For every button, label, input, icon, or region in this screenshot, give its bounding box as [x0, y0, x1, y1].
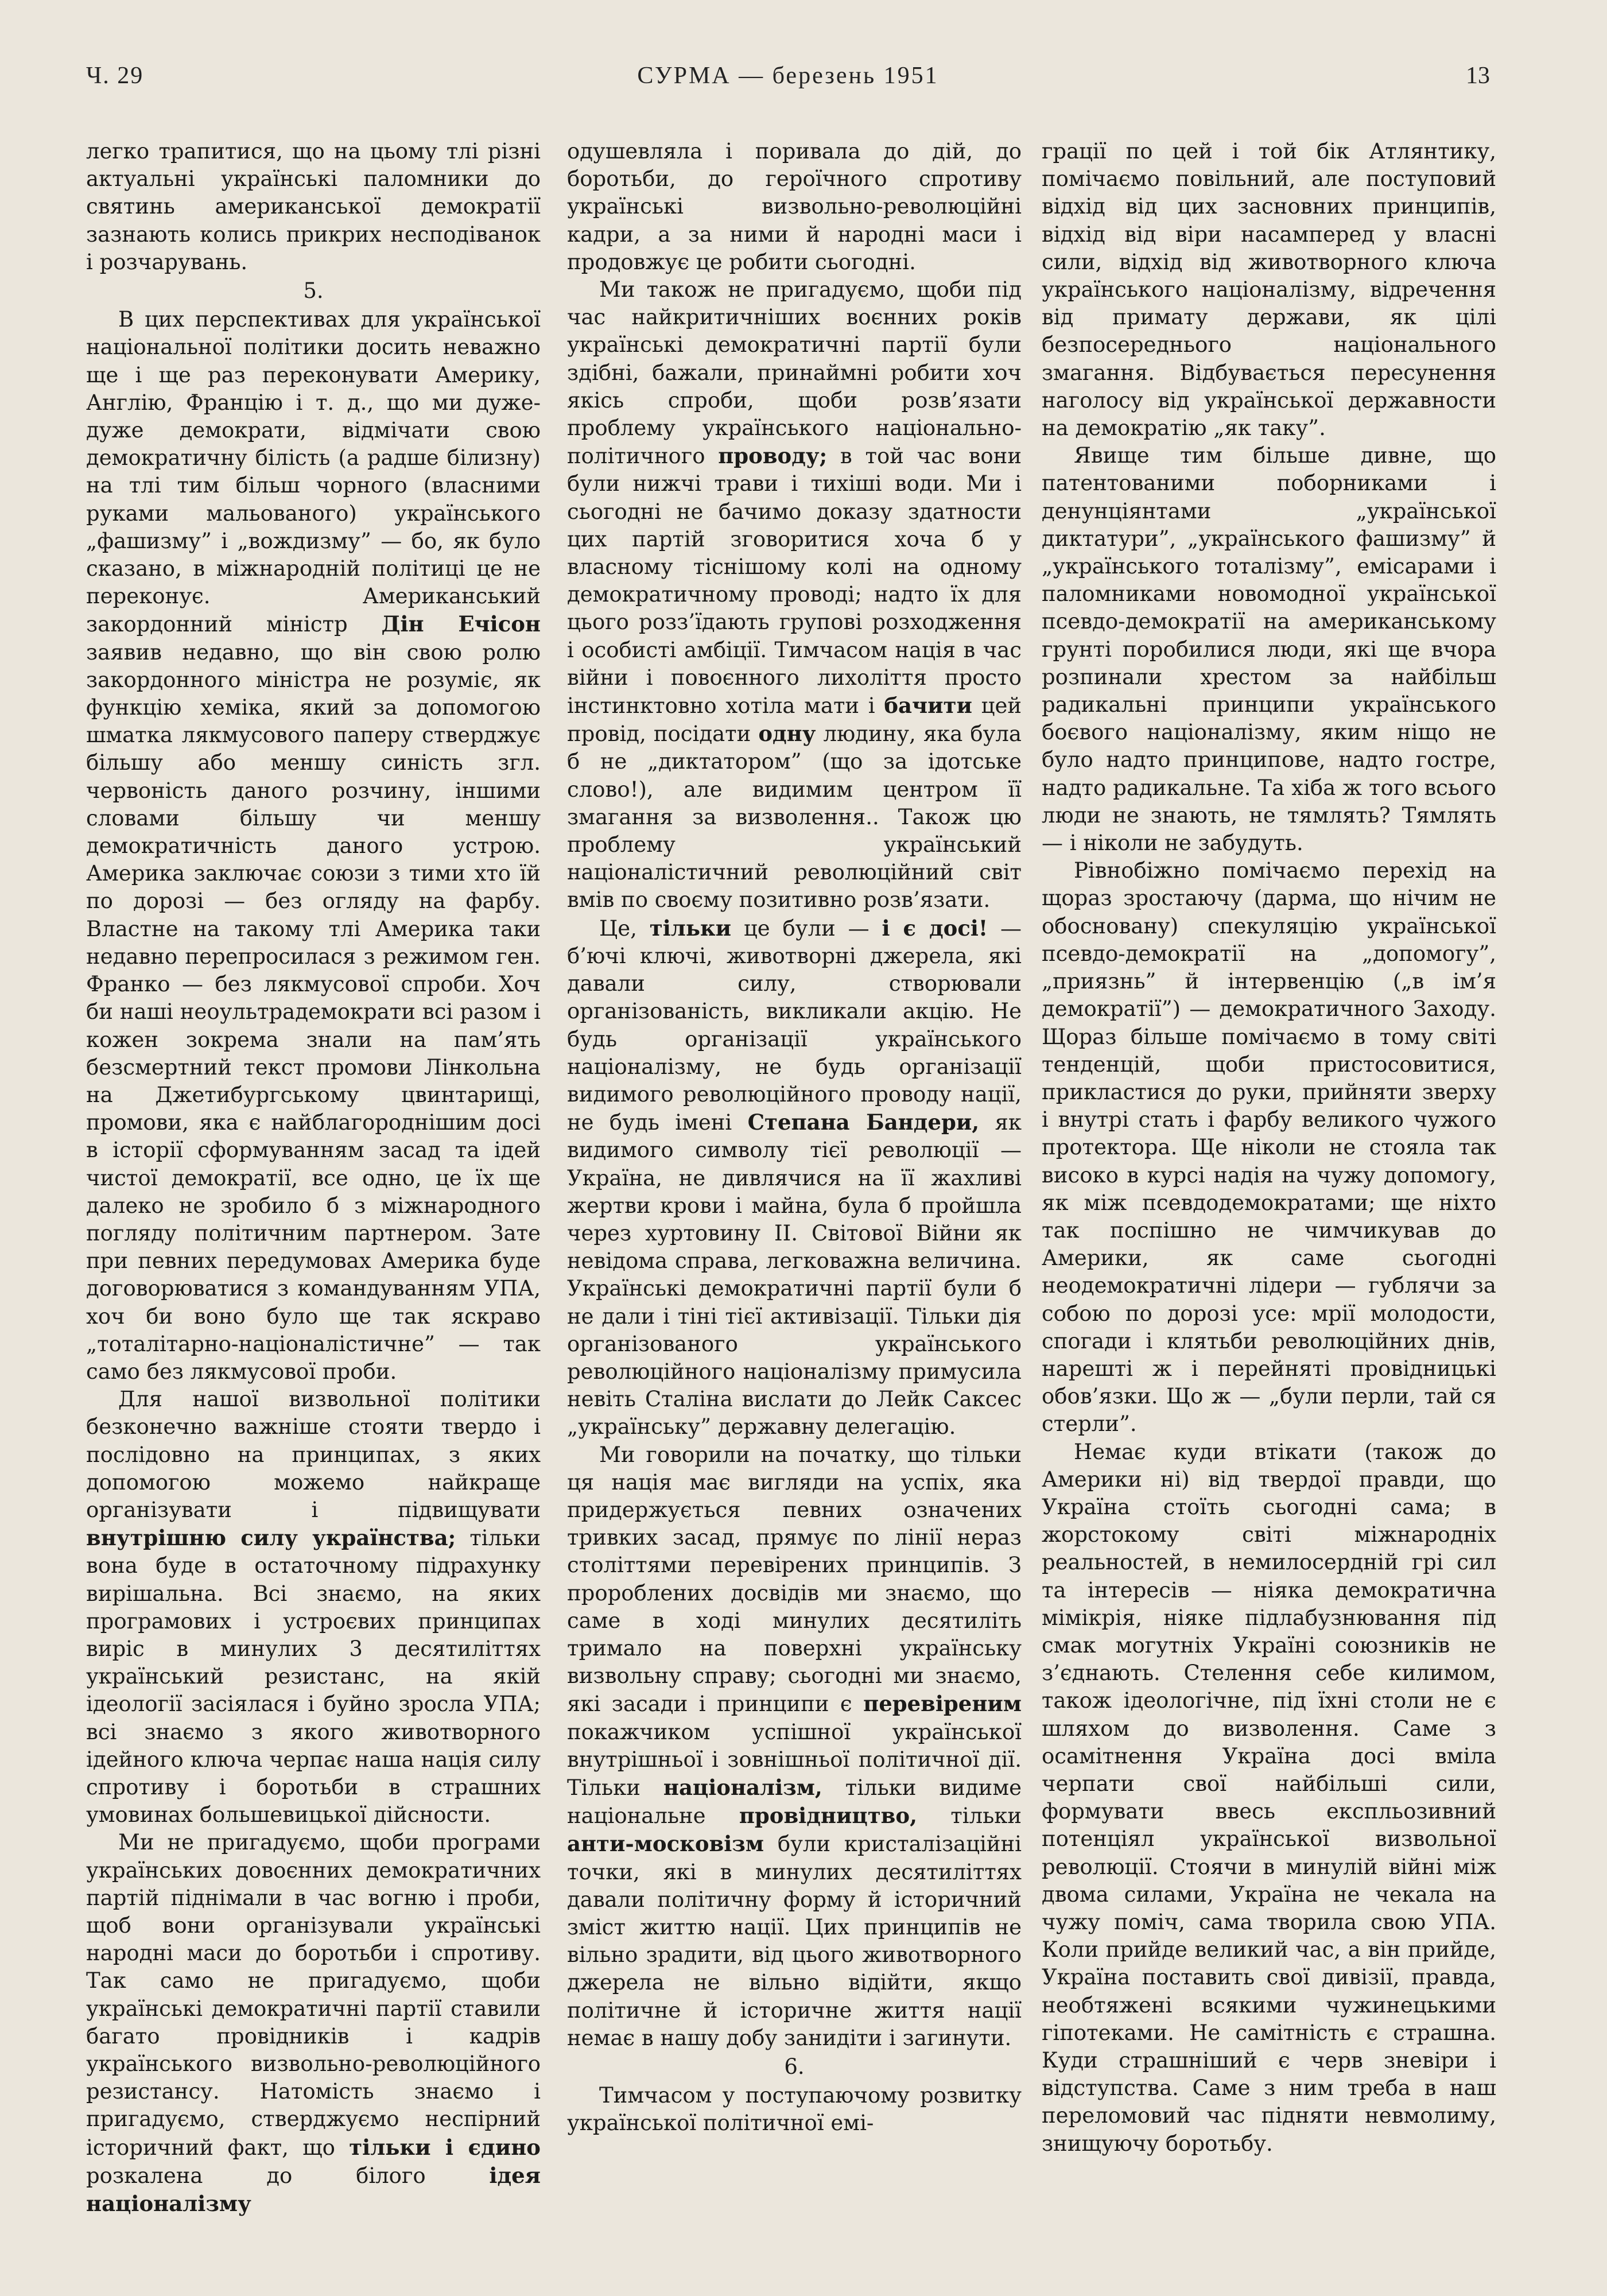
- paragraph: одушевляла і поривала до дій, до боротьби, до героїчного спротиву українські визвольно-революційні кадри, а за ними й народні маси і продовжує це робити сьогодні.: [567, 139, 1022, 274]
- paragraph: Тимчасом у поступаючому розвитку української політичної емі-: [567, 2083, 1022, 2136]
- emphasis: націоналізм,: [663, 1774, 822, 1800]
- emphasis: Степана Бандери,: [747, 1110, 980, 1135]
- text-column-3: [1042, 138, 1496, 2250]
- emphasis: провідництво,: [739, 1803, 917, 1829]
- paragraph: Явище тим більше дивне, що патентованими поборниками і денунціянтами „української диктатури”, „українського фашизму” й „українського тоталізму”, емісарами і паломниками новомодної української псевдо-демократії на американському грунті поробилися люди, які ще вчора розпинали хрестом за найбільш радикальні принципи українського боєвого націоналізму, яким ніщо не було надто принципове, надто гостре, надто радикальне. Та хіба ж того всього люди не знають, не тямлять? Тямлять — і ніколи не забудуть.: [1042, 443, 1496, 856]
- section-number-5: 5.: [303, 278, 324, 304]
- paragraph: Ми говорили на початку, що тільки ця нація має вигляди на успіх, яка придержується певних означених тривких засад, прямує по лінії нераз століттями перевірених принципів. З пророблених досвідів ми знаємо, що саме в ході минулих десятиліть тримало на поверхні українську визвольну справу; сьогодні ми знаємо, які засади і принципи є перевіреним покажчиком успішної української внутрішньої і зовнішньої політичної дії. Тільки націоналізм, тільки видиме національне провідництво, тільки анти-московізм були кристалізаційні точки, які в минулих десятиліттях давали політичну форму й історичний зміст життю нації. Цих принципів не вільно зрадити, від цього животворного джерела не вільно відійти, якщо політичне й історичне життя нації немає в нашу добу занидіти і загинути.: [567, 1442, 1022, 2050]
- emphasis: одну: [758, 721, 816, 747]
- emphasis: бачити: [884, 693, 972, 719]
- section-number-6: 6.: [784, 2054, 805, 2080]
- text-column-2: [567, 138, 1022, 2250]
- emphasis: ідея націоналізму: [86, 2162, 541, 2217]
- paragraph: Ми також не пригадуємо, щоби під час найкритичніших воєнних років українські демократичні партії були здібні, бажали, принаймні робити хоч якісь спроби, щоби розв’язати проблему українського національно-політичного проводу; в той час вони були нижчі трави і тихіші води. Ми і сьогодні не бачимо доказу здатности цих партій зговоритися хоча б у власному тіснішому колі на одному демократичному проводі; надто їх для цього розз’їдають групові розходження і особисті амбіції. Тимчасом нація в час війни і повоєнного лихоліття просто інстинктовно хотіла мати і бачити цей провід, посідати одну людину, яка була б не „диктатором” (що за ідотське слово!), але видимим центром її змагання за визволення.. Також цю проблему український націоналістичний революційний світ вмів по своєму позитивно розв’язати.: [567, 277, 1022, 913]
- page-number: 13: [1466, 63, 1490, 89]
- emphasis: тільки і єдино: [349, 2134, 541, 2160]
- paragraph: Для нашої визвольної політики безконечно важніше стояти твердо і послідовно на принципах, з яких допомогою можемо найкраще організувати і підвищувати внутрішню силу українства; тільки вона буде в остаточному підрахунку вирішальна. Всі знаємо, на яких програмових і устроєвих принципах виріс в минулих 3 десятиліттях український резистанс, на якій ідеології засіялася і буйно зросла УПА; всі знаємо з якого животворного ідейного ключа черпає наша нація силу спротиву і боротьби в страшних умовинах большевицької дійсности.: [86, 1387, 541, 1828]
- paragraph: Це, тільки це були — і є досі! — б’ючі ключі, животворні джерела, які давали силу, створювали організованість, викликали акцію. Не будь організації українського націоналізму, не будь організації видимого революційного проводу нації, не будь імені Степана Бандери, як видимого символу тієї революції — Україна, не дивлячися на її жахливі жертви крови і майна, була б пройшла через хуртовину II. Світової Війни як невідома справа, легковажна величина. Українські демократичні партії були б не дали і тіні тієї активізації. Тільки дія організованого українського революційного націоналізму примусила невіть Сталіна вислати до Лейк Саксес „українську” державну делегацію.: [567, 915, 1022, 1440]
- running-title: СУРМА — березень 1951: [637, 63, 939, 89]
- paragraph: В цих перспективах для української національної політики досить неважно ще і ще раз переконувати Америку, Англію, Францію і т. д., що ми дуже-дуже демократи, відмічати свою демократичну білість (а радше білизну) на тлі тим більш чорного (власними руками мальованого) українського „фашизму” і „вождизму” — бо, як було сказано, в міжнародній політиці це не переконує. Американський закордонний міністр Дін Ечісон заявив недавно, що він свою ролю закордонного міністра не розуміє, як функцію хеміка, який за допомогою шматка лякмусового паперу стверджує більшу або меншу синість згл. червоність даного розчину, іншими словами більшу чи меншу демократичність даного устрою. Америка заключає союзи з тими хто їй по дорозі — без огляду на фарбу. Властне на такому тлі Америка таки недавно перепросилася з режимом ген. Франко — без лякмусової спроби. Хоч би наші неоультрадемократи всі разом і кожен зокрема знали на пам’ять безсмертний текст промови Лінкольна на Джетибургському цвинтарищі, промови, яка є найблагороднішим досі в історії сформуванням засад та ідей чистої демократії, все одно, це їх ще далеко не зробило б з міжнародного погляду політичним партнером. Зате при певних передумовах Америка буде договорюватися з командуванням УПА, хоч би воно було ще так яскраво „тоталітарно-націоналістичне” — так само без лякмусової проби.: [86, 307, 541, 1384]
- emphasis: проводу;: [718, 443, 828, 469]
- emphasis: Дін Ечісон: [381, 611, 541, 637]
- emphasis: внутрішню силу українства;: [86, 1525, 456, 1551]
- paragraph: Рівнобіжно помічаємо перехід на щораз зростаючу (дарма, що нічим не обосновану) спекуляцію української псевдо-демократії на „допомогу”, „приязнь” й інтервенцію („в ім’я демократії”) — демократичного Заходу. Щораз більше помічаємо в тому світі тенденцій, щоби пристосовитися, прикластися до руки, прийняти зверху і внутрі стать і фарбу великого чужого протектора. Ще ніколи не стояла так високо в курсі надія на чужу допомогу, як між псевдодемократами; ще ніхто так поспішно не чимчикував до Америки, як саме сьогодні неодемократичні лідери — гублячи за собою по дорозі усе: мрії молодости, спогади і клятьби революційних днів, нарешті ж і перейняті провідницькі обов’язки. Що ж — „були перли, тай ся стерли”.: [1042, 858, 1496, 1437]
- emphasis: тільки: [649, 915, 732, 941]
- paragraph: легко трапитися, що на цьому тлі різні актуальні українські паломники до святинь американської демократії зазнають колись прикрих несподіванок і розчарувань.: [86, 139, 541, 274]
- text-column-1: [86, 138, 541, 2250]
- paragraph: Немає куди втікати (також до Америки ні) від твердої правди, що Україна стоїть сьогодні сама; в жорстокому світі міжнародніх реальностей, в немилосердній грі сил та інтересів — ніяка демократична мімікрія, ніяке підлабузнювання під смак могутніх Україні союзників не з’єднають. Стелення себе килимом, також ідеологічне, під їхні столи не є шляхом до визволення. Саме з осамітнення Україна досі вміла черпати свої найбільші сили, формувати ввесь експльозивний потенціял української визвольної революції. Стоячи в минулій війні між двома силами, Україна не чекала на чужу поміч, сама творила свою УПА. Коли прийде великий час, а він прийде, Україна поставить свої дивізії, правда, необтяжені всякими чужинецькими гіпотеками. Не самітність є страшна. Куди страшніший є черв зневіри і відступства. Саме з ним треба в наш переломовий час підняти невмолиму, знищуючу боротьбу.: [1042, 1439, 1496, 2156]
- emphasis: анти-московізм: [567, 1831, 764, 1857]
- page-header: [86, 62, 1490, 103]
- paragraph: Ми не пригадуємо, щоби програми українських довоєнних демократичних партій піднімали в час вогню і проби, щоб вони організували українські народні маси до боротьби і спротиву. Так само не пригадуємо, щоби українські демократичні партії ставили багато провідників і кадрів українського визвольно-революційного резистансу. Натомість знаємо і пригадуємо, стверджуємо неспірний історичний факт, що тільки і єдино розкалена до білого ідея націоналізму: [86, 1830, 541, 2217]
- paragraph: грації по цей і той бік Атлянтику, помічаємо повільний, але поступовий відхід від цих засновних принципів, відхід від віри насамперед у власні сили, відхід від животворного ключа українського націоналізму, відречення від примату держави, як цілі безпосереднього національного змагання. Відбувається пересунення наголосу від української державности на демократію „як таку”.: [1042, 139, 1496, 441]
- issue-number: Ч. 29: [86, 63, 144, 89]
- emphasis: і є досі!: [882, 915, 988, 941]
- emphasis: перевіреним: [863, 1691, 1022, 1717]
